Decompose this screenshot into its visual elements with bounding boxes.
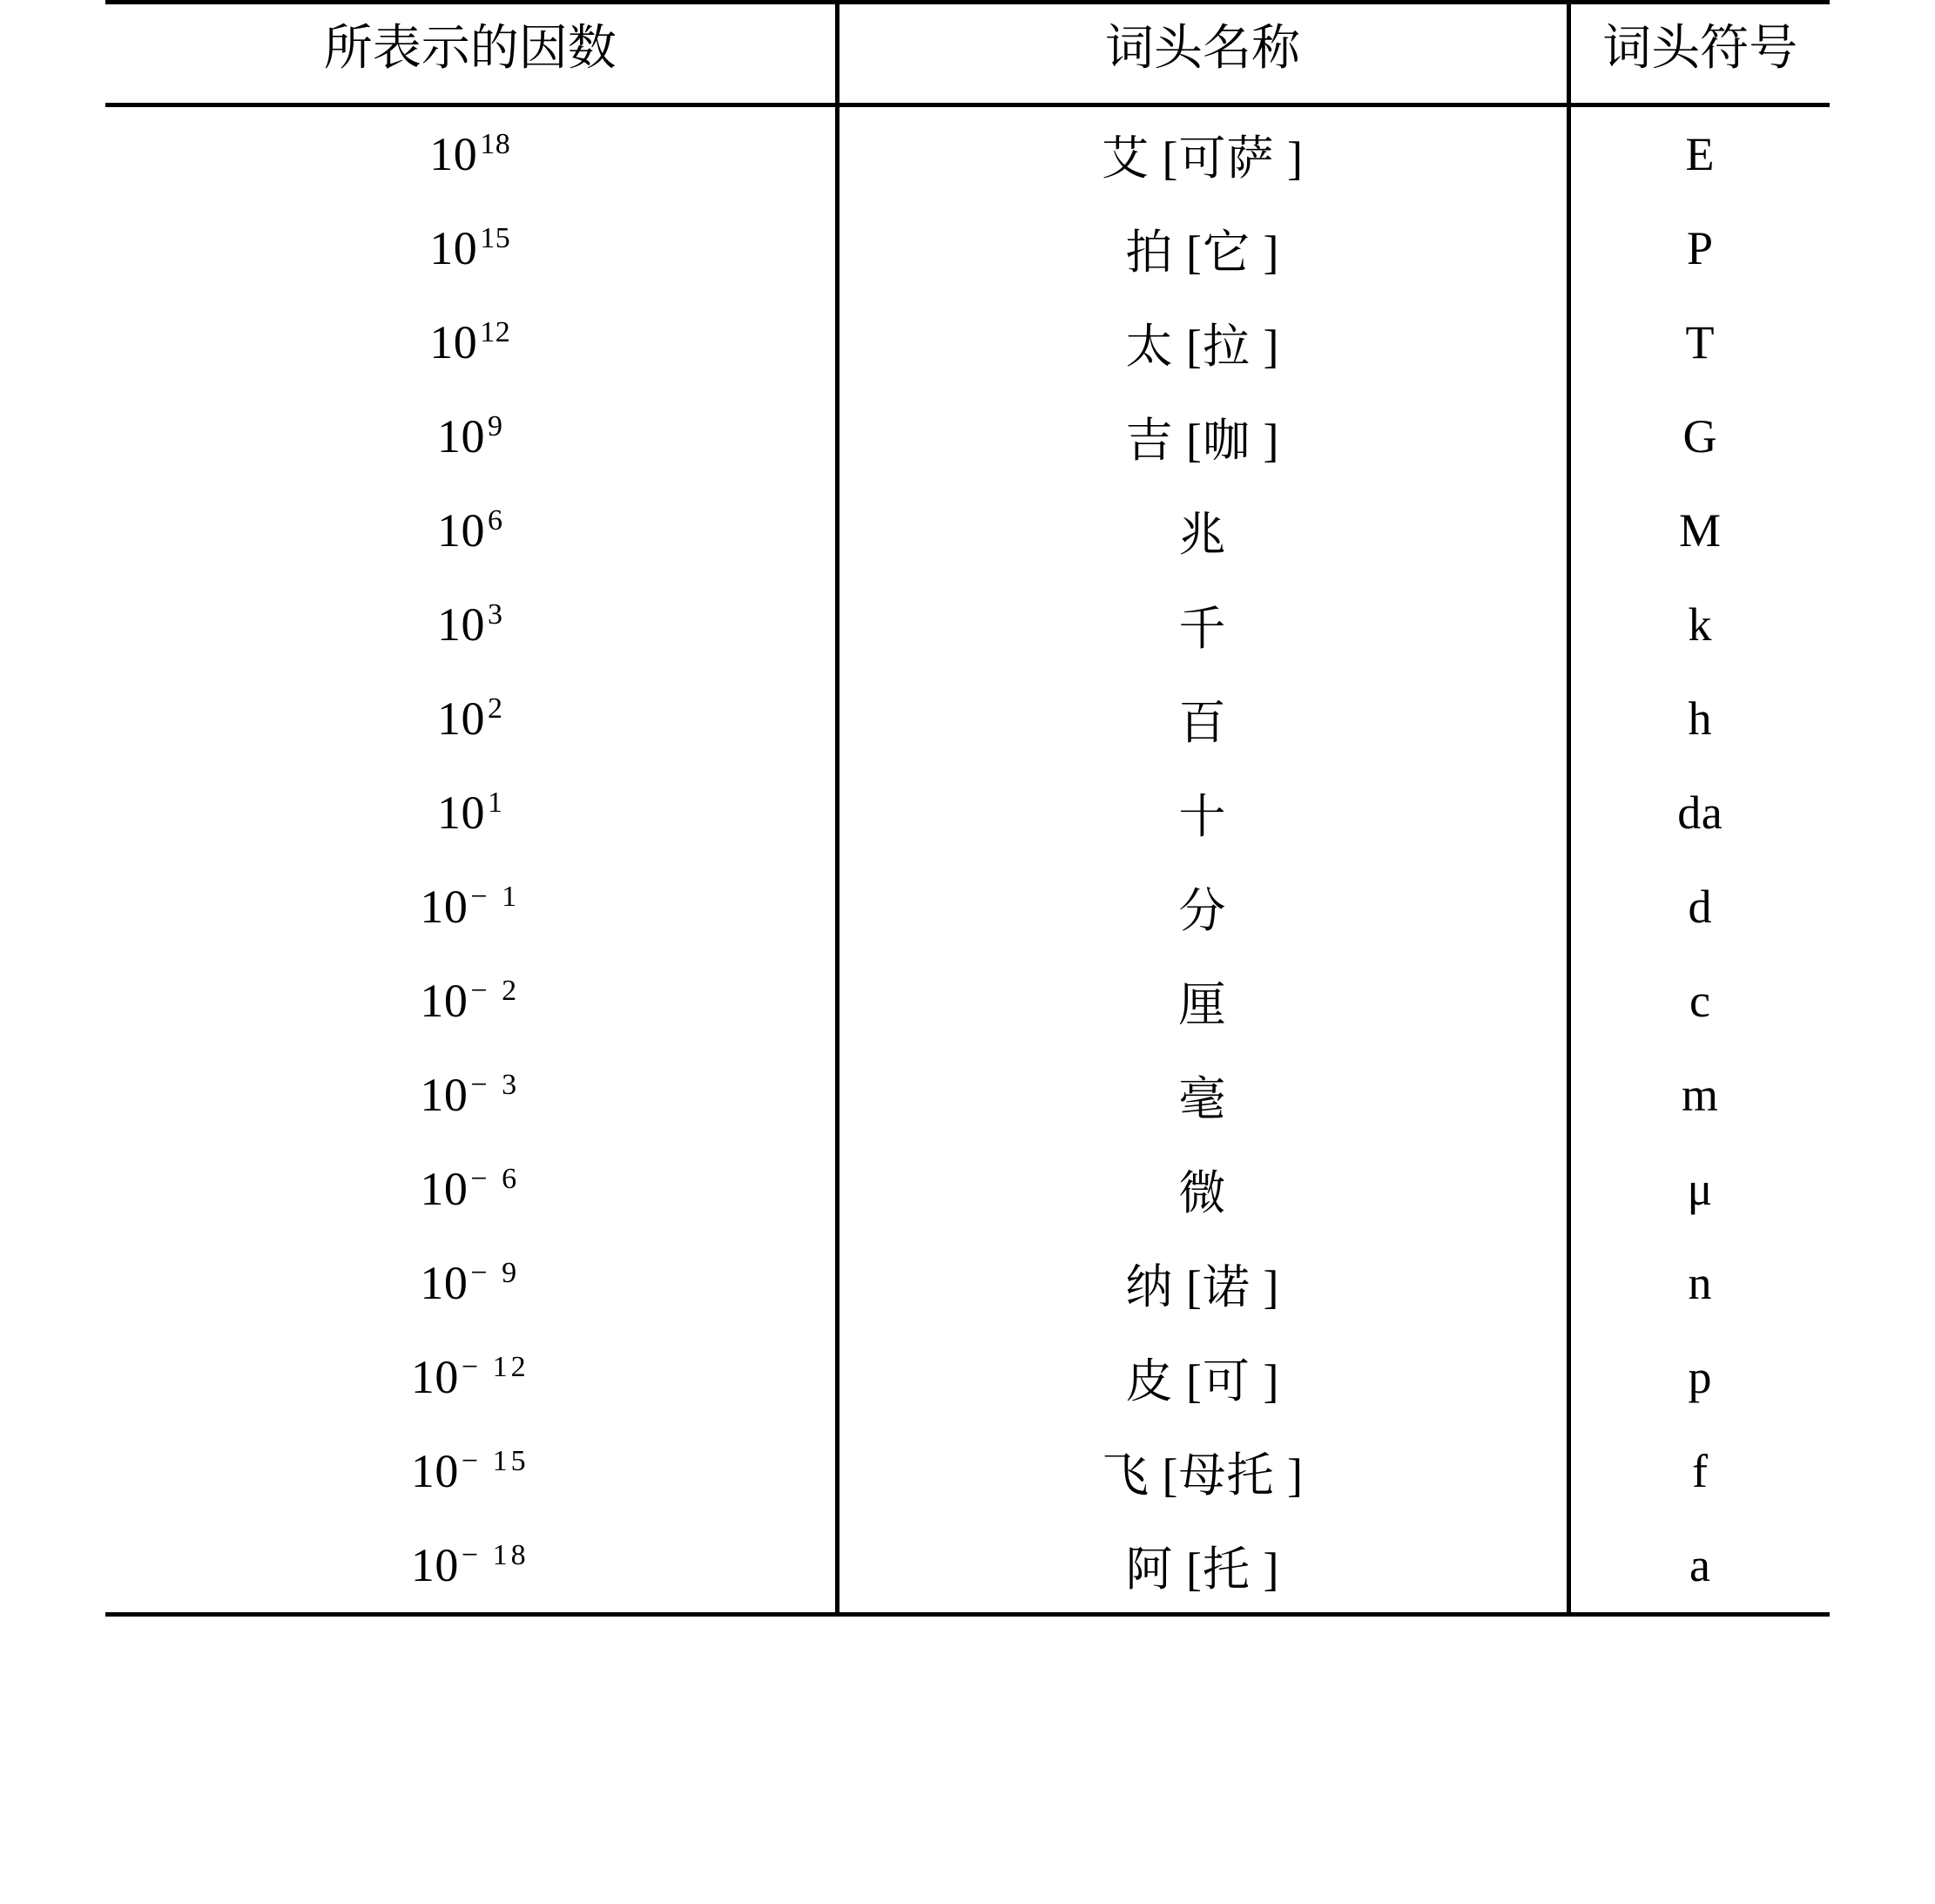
cell-prefix-name — [837, 1330, 1568, 1424]
cell-prefix-symbol — [1568, 672, 1830, 766]
prefix-symbol: a — [1689, 1539, 1711, 1591]
cell-prefix-symbol — [1568, 201, 1830, 295]
cell-factor — [105, 483, 837, 577]
factor-value — [420, 975, 520, 1027]
cell-factor — [105, 1236, 837, 1330]
cell-prefix-symbol — [1568, 295, 1830, 389]
factor-base: 10 — [437, 692, 485, 745]
table-row — [105, 954, 1830, 1048]
prefix-symbol: k — [1688, 598, 1712, 651]
factor-value — [420, 1069, 520, 1121]
factor-value — [437, 504, 503, 557]
table-row — [105, 1236, 1830, 1330]
factor-exponent: − 15 — [461, 1445, 529, 1477]
cell-prefix-symbol — [1568, 1518, 1830, 1615]
cell-prefix-name — [837, 483, 1568, 577]
factor-value — [437, 787, 503, 839]
cell-prefix-symbol — [1568, 577, 1830, 672]
factor-exponent: − 12 — [461, 1351, 529, 1383]
prefix-name: 纳 [诺 ] — [1125, 1260, 1280, 1313]
factor-exponent: − 1 — [470, 881, 521, 913]
factor-exponent: − 6 — [470, 1163, 521, 1195]
factor-base: 10 — [429, 222, 478, 274]
table-row — [105, 483, 1830, 577]
factor-value — [411, 1351, 529, 1403]
table-row — [105, 1518, 1830, 1615]
table-row — [105, 389, 1830, 483]
factor-exponent: 2 — [488, 692, 503, 725]
factor-base: 10 — [420, 1257, 469, 1309]
table-row — [105, 1330, 1830, 1424]
prefix-symbol: n — [1688, 1257, 1712, 1309]
header-factor: 所表示的因数 — [105, 0, 837, 105]
factor-exponent: − 3 — [470, 1069, 521, 1101]
factor-base: 10 — [410, 1351, 459, 1403]
factor-base: 10 — [420, 975, 469, 1027]
prefix-symbol: G — [1682, 410, 1717, 462]
prefix-name: 千 — [1178, 602, 1227, 655]
factor-base: 10 — [437, 787, 485, 839]
prefix-symbol: da — [1677, 787, 1723, 839]
cell-prefix-name — [837, 295, 1568, 389]
prefix-symbol: m — [1681, 1069, 1719, 1121]
factor-base: 10 — [429, 128, 478, 180]
factor-value — [437, 692, 503, 745]
prefix-symbol: d — [1688, 881, 1712, 933]
cell-prefix-name — [837, 860, 1568, 954]
cell-prefix-symbol — [1568, 766, 1830, 860]
table-row — [105, 201, 1830, 295]
table-top-rule — [105, 0, 1830, 4]
header-name: 词头名称 — [837, 0, 1568, 105]
cell-factor — [105, 1330, 837, 1424]
factor-value — [420, 1163, 520, 1215]
cell-prefix-symbol — [1568, 1048, 1830, 1142]
cell-factor — [105, 1142, 837, 1236]
prefix-name: 太 [拉 ] — [1125, 320, 1280, 373]
cell-factor — [105, 860, 837, 954]
si-prefix-table — [105, 0, 1830, 1617]
factor-base: 10 — [437, 598, 485, 651]
factor-value — [429, 222, 510, 274]
table-row — [105, 1424, 1830, 1518]
factor-exponent: 18 — [480, 128, 511, 160]
cell-factor — [105, 1424, 837, 1518]
cell-factor — [105, 672, 837, 766]
factor-base: 10 — [420, 1069, 469, 1121]
prefix-symbol: T — [1685, 316, 1715, 368]
cell-prefix-name — [837, 766, 1568, 860]
table-row — [105, 672, 1830, 766]
factor-exponent: 12 — [480, 316, 511, 348]
factor-value — [437, 598, 503, 651]
prefix-name: 阿 [托 ] — [1125, 1543, 1280, 1596]
table-row — [105, 860, 1830, 954]
prefix-symbol: E — [1685, 128, 1715, 180]
cell-prefix-symbol — [1568, 389, 1830, 483]
factor-exponent: 6 — [488, 504, 503, 537]
cell-factor — [105, 577, 837, 672]
factor-base: 10 — [420, 1163, 469, 1215]
factor-value — [420, 881, 520, 933]
factor-exponent: 3 — [488, 598, 503, 631]
prefix-name: 皮 [可 ] — [1125, 1354, 1280, 1408]
factor-base: 10 — [437, 504, 485, 557]
cell-factor — [105, 1518, 837, 1615]
table-header — [105, 0, 1830, 105]
factor-exponent: − 18 — [461, 1539, 529, 1571]
cell-factor — [105, 389, 837, 483]
cell-factor — [105, 1048, 837, 1142]
prefix-symbol: c — [1689, 975, 1711, 1027]
cell-factor — [105, 954, 837, 1048]
prefix-name: 微 — [1178, 1166, 1227, 1219]
prefix-name: 十 — [1178, 790, 1227, 843]
factor-value — [429, 128, 510, 180]
cell-prefix-symbol — [1568, 860, 1830, 954]
prefix-name: 艾 [可萨 ] — [1102, 132, 1304, 185]
cell-prefix-name — [837, 577, 1568, 672]
factor-base: 10 — [420, 881, 469, 933]
prefix-name: 厘 — [1178, 978, 1227, 1031]
table-row — [105, 577, 1830, 672]
cell-prefix-name — [837, 1236, 1568, 1330]
cell-prefix-name — [837, 105, 1568, 202]
prefix-symbol: h — [1688, 692, 1712, 745]
cell-prefix-symbol — [1568, 1330, 1830, 1424]
cell-prefix-name — [837, 1518, 1568, 1615]
cell-prefix-name — [837, 1048, 1568, 1142]
factor-base: 10 — [410, 1445, 459, 1497]
prefix-symbol: p — [1688, 1351, 1712, 1403]
factor-value — [429, 316, 510, 368]
prefix-name: 兆 — [1178, 508, 1227, 561]
prefix-name: 吉 [咖 ] — [1125, 414, 1280, 467]
prefix-name: 分 — [1178, 884, 1227, 937]
table-row — [105, 1048, 1830, 1142]
cell-prefix-name — [837, 672, 1568, 766]
cell-prefix-name — [837, 954, 1568, 1048]
cell-factor — [105, 201, 837, 295]
cell-prefix-name — [837, 1424, 1568, 1518]
table-row — [105, 105, 1830, 202]
cell-factor — [105, 766, 837, 860]
table-row — [105, 295, 1830, 389]
factor-base: 10 — [410, 1539, 459, 1591]
cell-factor — [105, 295, 837, 389]
prefix-name: 百 — [1178, 696, 1227, 749]
factor-base: 10 — [429, 316, 478, 368]
prefix-symbol: μ — [1687, 1163, 1713, 1215]
factor-exponent: 9 — [488, 410, 503, 442]
table-row — [105, 1142, 1830, 1236]
cell-prefix-name — [837, 201, 1568, 295]
cell-factor — [105, 105, 837, 202]
prefix-name: 拍 [它 ] — [1125, 226, 1280, 279]
prefix-name: 飞 [母托 ] — [1102, 1448, 1304, 1502]
prefix-name: 毫 — [1178, 1072, 1227, 1125]
factor-value — [420, 1257, 520, 1309]
cell-prefix-symbol — [1568, 105, 1830, 202]
header-row — [105, 0, 1830, 105]
header-symbol: 词头符号 — [1568, 0, 1830, 105]
cell-prefix-symbol — [1568, 1142, 1830, 1236]
prefix-symbol: f — [1692, 1445, 1709, 1497]
factor-value — [411, 1539, 529, 1591]
factor-exponent: − 2 — [470, 975, 521, 1007]
factor-exponent: − 9 — [470, 1257, 521, 1289]
prefix-symbol: P — [1686, 222, 1714, 274]
table-row — [105, 766, 1830, 860]
cell-prefix-name — [837, 1142, 1568, 1236]
factor-base: 10 — [437, 410, 485, 462]
factor-exponent: 1 — [488, 787, 503, 819]
cell-prefix-symbol — [1568, 1236, 1830, 1330]
cell-prefix-symbol — [1568, 483, 1830, 577]
cell-prefix-symbol — [1568, 1424, 1830, 1518]
cell-prefix-symbol — [1568, 954, 1830, 1048]
cell-prefix-name — [837, 389, 1568, 483]
factor-value — [411, 1445, 529, 1497]
factor-exponent: 15 — [480, 222, 511, 254]
table-body — [105, 105, 1830, 1615]
prefix-symbol: M — [1678, 504, 1722, 557]
factor-value — [437, 410, 503, 462]
